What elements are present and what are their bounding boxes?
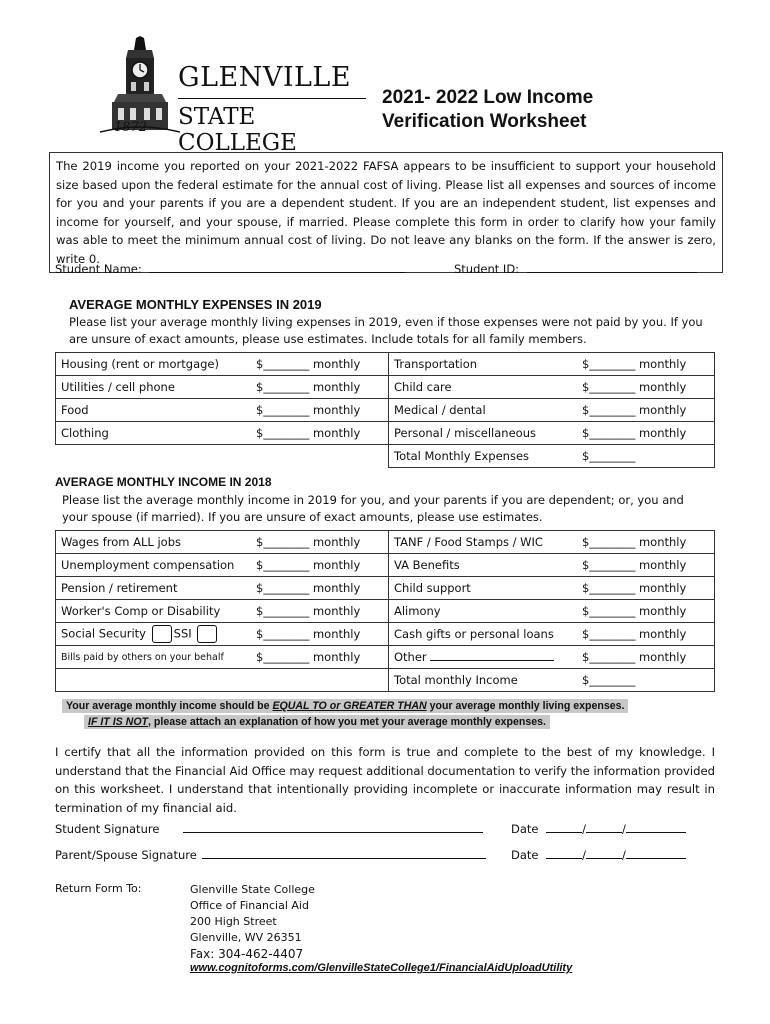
student-id-field[interactable] [454,262,697,276]
student-signature-field[interactable] [55,822,483,836]
parent-date-year[interactable] [626,858,686,859]
student-date-year[interactable] [626,832,686,833]
title-line-2: Verification Worksheet [382,111,587,132]
amount-blank[interactable]: ________ [263,403,310,417]
logo-year: 1872 [114,120,148,135]
expense-amount-input[interactable] [577,353,715,376]
monthly-label: monthly [635,650,687,664]
monthly-label: monthly [309,604,361,618]
amount-blank[interactable]: ________ [589,650,636,664]
monthly-label: monthly [635,403,687,417]
parent-date-field[interactable]: Date / / [511,848,686,862]
monthly-label: monthly [309,627,361,641]
monthly-label: monthly [309,380,361,394]
income-amount-input[interactable] [251,554,389,577]
currency-symbol: $ [582,558,590,572]
expense-total-row [56,445,715,468]
ssi-checkbox[interactable] [197,625,217,643]
monthly-label: monthly [309,403,361,417]
student-date-field[interactable]: Date / / [511,822,686,836]
logo-line-1: GLENVILLE [178,62,352,93]
monthly-label: monthly [635,535,687,549]
income-heading: AVERAGE MONTHLY INCOME IN 2018 [55,475,272,489]
expense-label: Medical / dental [389,399,578,422]
return-line: Glenville, WV 26351 [190,931,302,944]
expense-amount-input[interactable] [577,376,715,399]
currency-symbol: $ [582,650,590,664]
income-label: Worker's Comp or Disability [56,600,252,623]
currency-symbol: $ [582,426,590,440]
notice-text-a1: Your average monthly income should be [66,700,273,712]
spacer [251,445,389,468]
spacer [251,669,389,692]
income-amount-input[interactable] [577,623,715,646]
expense-row [56,422,715,445]
other-label: Other [394,650,431,664]
income-table [55,530,715,692]
income-amount-input[interactable] [577,577,715,600]
amount-blank[interactable]: ________ [589,604,636,618]
expense-label: Clothing [56,422,252,445]
income-amount-input[interactable] [251,623,389,646]
spacer [56,445,252,468]
monthly-label: monthly [635,604,687,618]
income-label: Cash gifts or personal loans [389,623,578,646]
return-line: Office of Financial Aid [190,899,309,912]
currency-symbol: $ [582,449,590,463]
amount-blank[interactable]: ________ [589,673,636,687]
social-security-checkbox[interactable] [152,625,172,643]
student-name-field[interactable] [55,262,405,276]
amount-blank[interactable]: ________ [263,380,310,394]
amount-blank[interactable]: ________ [589,357,636,371]
monthly-label: monthly [309,535,361,549]
income-row [56,623,715,646]
income-amount-input[interactable] [577,646,715,669]
monthly-label: monthly [635,380,687,394]
college-logo [100,36,368,156]
student-date-label: Date [511,822,539,836]
income-amount-input[interactable] [577,554,715,577]
income-row [56,646,715,669]
income-label [56,623,252,646]
expense-row [56,399,715,422]
monthly-label: monthly [635,357,687,371]
amount-blank[interactable]: ________ [589,581,636,595]
expense-label: Transportation [389,353,578,376]
spacer [56,669,252,692]
currency-symbol: $ [256,380,264,394]
currency-symbol: $ [582,357,590,371]
monthly-label: monthly [635,581,687,595]
certification-text: I certify that all the information provided on this form is true and complete to the best of my knowledge. I understand that the Financial Aid Office may request additional documentation to verify the information provided on this worksheet. I understand that intentionally providing incomplete or inaccurate information may result in termination of my financial aid. [55,745,715,815]
monthly-label: monthly [309,650,361,664]
income-row [56,531,715,554]
social-security-label: Social Security [61,626,146,641]
logo-rule [178,98,366,99]
parent-date-month[interactable] [546,858,582,859]
income-amount-input[interactable] [251,531,389,554]
monthly-label: monthly [635,558,687,572]
currency-symbol: $ [256,581,264,595]
income-amount-input[interactable] [251,577,389,600]
currency-symbol: $ [256,627,264,641]
return-address [190,882,315,962]
currency-symbol: $ [256,357,264,371]
currency-symbol: $ [256,403,264,417]
expense-label: Food [56,399,252,422]
monthly-label: monthly [309,426,361,440]
upload-link[interactable]: www.cognitoforms.com/GlenvilleStateCollege1/FinancialAidUploadUtility [190,962,573,974]
expense-amount-input[interactable] [577,399,715,422]
income-row [56,600,715,623]
income-label: Bills paid by others on your behalf [56,646,252,669]
amount-blank[interactable]: ________ [263,558,310,572]
title-line-1: 2021- 2022 Low Income [382,87,594,108]
amount-blank[interactable]: ________ [589,426,636,440]
expense-amount-input[interactable] [577,422,715,445]
income-amount-input[interactable] [577,600,715,623]
total-income-label: Total monthly Income [389,669,578,692]
monthly-label: monthly [309,357,361,371]
currency-symbol: $ [582,380,590,394]
income-row [56,554,715,577]
student-id-line[interactable] [527,272,697,273]
total-expenses-label: Total Monthly Expenses [389,445,578,468]
currency-symbol: $ [256,535,264,549]
income-label: Wages from ALL jobs [56,531,252,554]
parent-signature-line[interactable] [202,858,486,859]
notice-emphasis: EQUAL TO or GREATER THAN [272,700,427,712]
parent-signature-label: Parent/Spouse Signature [55,848,197,862]
return-line: Glenville State College [190,883,315,896]
expense-label: Personal / miscellaneous [389,422,578,445]
student-id-label: Student ID: [454,262,520,276]
income-label: VA Benefits [389,554,578,577]
student-signature-label: Student Signature [55,822,160,836]
return-line: 200 High Street [190,915,277,928]
monthly-label: monthly [635,627,687,641]
notice-line-2 [84,712,550,730]
amount-blank[interactable]: ________ [263,650,310,664]
amount-blank[interactable]: ________ [263,627,310,641]
intro-box [49,152,723,273]
income-amount-input[interactable] [251,646,389,669]
expense-row [56,376,715,399]
income-amount-input[interactable] [251,600,389,623]
return-line: Fax: 304-462-4407 [190,947,304,961]
parent-date-label: Date [511,848,539,862]
intro-text: The 2019 income you reported on your 2021-2022 FAFSA appears to be insufficient to support your household size based upon the federal estimate for the annual cost of living. Please list all expenses and sources of income for you and your parents if you are a dependent student. If you are an independent student, list expenses and income for yourself, and your spouse, if married. Please complete this form in order to clarify how your family was able to meet the minimum annual cost of living. Do not leave any blanks on the form. If the answer is zero, write 0. [56,159,716,266]
logo-line-2: STATE COLLEGE [178,104,297,156]
amount-blank[interactable]: ________ [263,426,310,440]
monthly-label: monthly [635,426,687,440]
notice-text-b2: , please attach an explanation of how you met your average monthly expenses. [148,716,547,728]
currency-symbol: $ [582,535,590,549]
student-name-line[interactable] [149,272,405,273]
currency-symbol: $ [256,650,264,664]
amount-blank[interactable]: ________ [589,535,636,549]
currency-symbol: $ [582,581,590,595]
currency-symbol: $ [582,403,590,417]
monthly-label: monthly [309,581,361,595]
parent-signature-field[interactable] [55,848,486,862]
amount-blank[interactable]: ________ [263,581,310,595]
currency-symbol: $ [256,604,264,618]
currency-symbol: $ [256,558,264,572]
student-date-month[interactable] [546,832,582,833]
expense-row [56,353,715,376]
expense-amount-input[interactable] [251,422,389,445]
expenses-description: Please list your average monthly living expenses in 2019, even if those expenses were not paid by you. If you are unsure of exact amounts, please use estimates. Include totals for all family members. [69,315,703,346]
amount-blank[interactable]: ________ [263,357,310,371]
amount-blank[interactable]: ________ [589,403,636,417]
income-label [389,646,578,669]
parent-date-day[interactable] [586,858,622,859]
expense-amount-input[interactable] [251,353,389,376]
income-label: Child support [389,577,578,600]
amount-blank[interactable]: ________ [589,627,636,641]
currency-symbol: $ [582,604,590,618]
page-title [382,86,593,134]
return-label: Return Form To: [55,882,142,895]
currency-symbol: $ [582,627,590,641]
income-label: Pension / retirement [56,577,252,600]
monthly-label: monthly [309,558,361,572]
income-label: Unemployment compensation [56,554,252,577]
expense-amount-input[interactable] [251,399,389,422]
expense-amount-input[interactable] [251,376,389,399]
income-label: Alimony [389,600,578,623]
income-row [56,577,715,600]
income-description: Please list the average monthly income in 2019 for you, and your parents if you are dependent; or, you and your spouse (if married). If you are unsure of exact amounts, please use estimates. [62,493,684,524]
income-amount-input[interactable] [577,531,715,554]
income-label: TANF / Food Stamps / WIC [389,531,578,554]
expense-label: Utilities / cell phone [56,376,252,399]
student-signature-line[interactable] [183,832,483,833]
amount-blank[interactable]: ________ [263,535,310,549]
total-expenses-input[interactable] [577,445,715,468]
student-date-day[interactable] [586,832,622,833]
income-total-row [56,669,715,692]
notice-text-a3: your average monthly living expenses. [426,700,625,712]
currency-symbol: $ [256,426,264,440]
expense-label: Child care [389,376,578,399]
amount-blank[interactable]: ________ [263,604,310,618]
currency-symbol: $ [582,673,590,687]
notice-if-not: IF IT IS NOT [88,716,149,728]
amount-blank[interactable]: ________ [589,380,636,394]
other-description-input[interactable] [430,660,554,661]
expenses-table [55,352,715,468]
expense-label: Housing (rent or mortgage) [56,353,252,376]
total-income-input[interactable] [577,669,715,692]
amount-blank[interactable]: ________ [589,449,636,463]
expenses-heading: AVERAGE MONTHLY EXPENSES IN 2019 [69,297,322,312]
ssi-label: SSI [173,626,192,641]
amount-blank[interactable]: ________ [589,558,636,572]
student-name-label: Student Name: [55,262,142,276]
